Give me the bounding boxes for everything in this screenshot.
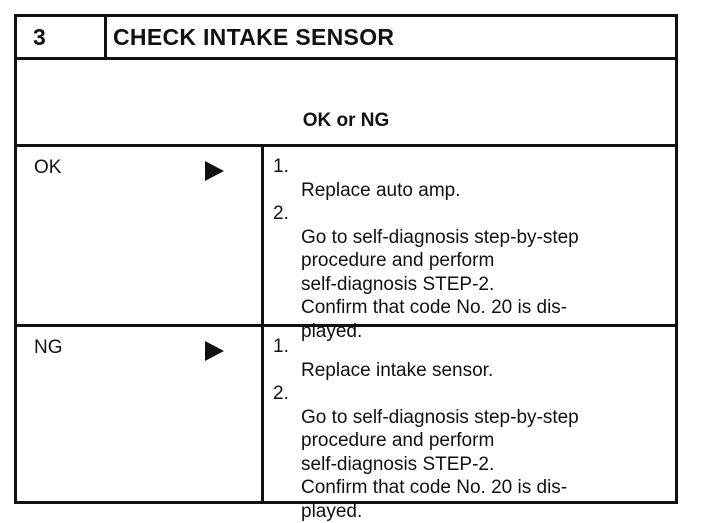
action-number: 1.	[273, 156, 289, 177]
result-label-ng: NG	[34, 337, 63, 358]
diagnosis-step-table	[14, 14, 678, 522]
column-divider	[261, 147, 264, 324]
action-text: Go to self-diagnosis step-by-step procedure and perform self-diagnosis STEP-2. Confirm that code No. 20 is dis- played.	[301, 406, 579, 522]
action-number: 2.	[273, 383, 289, 404]
step-header	[17, 17, 675, 60]
column-divider	[261, 327, 264, 501]
result-label-ok: OK	[34, 157, 62, 178]
action-list-ok	[269, 155, 669, 343]
result-row-ok	[17, 147, 675, 342]
action-number: 1.	[273, 336, 289, 357]
action-text: Replace auto amp.	[301, 179, 461, 201]
question-row	[17, 60, 675, 147]
arrow-right-icon	[205, 161, 224, 181]
question-text: OK or NG	[302, 110, 390, 131]
action-text: Replace intake sensor.	[301, 359, 494, 381]
action-item	[269, 155, 669, 202]
action-item	[269, 335, 669, 382]
step-title: CHECK INTAKE SENSOR	[113, 24, 395, 50]
action-list-ng	[269, 335, 669, 523]
result-row-ng	[17, 327, 675, 522]
action-item	[269, 382, 669, 523]
action-number: 2.	[273, 203, 289, 224]
action-item	[269, 202, 669, 343]
arrow-right-icon	[205, 341, 224, 361]
action-text: Go to self-diagnosis step-by-step procedure and perform self-diagnosis STEP-2. Confirm that code No. 20 is dis- played.	[301, 226, 579, 342]
step-number: 3	[17, 17, 107, 57]
